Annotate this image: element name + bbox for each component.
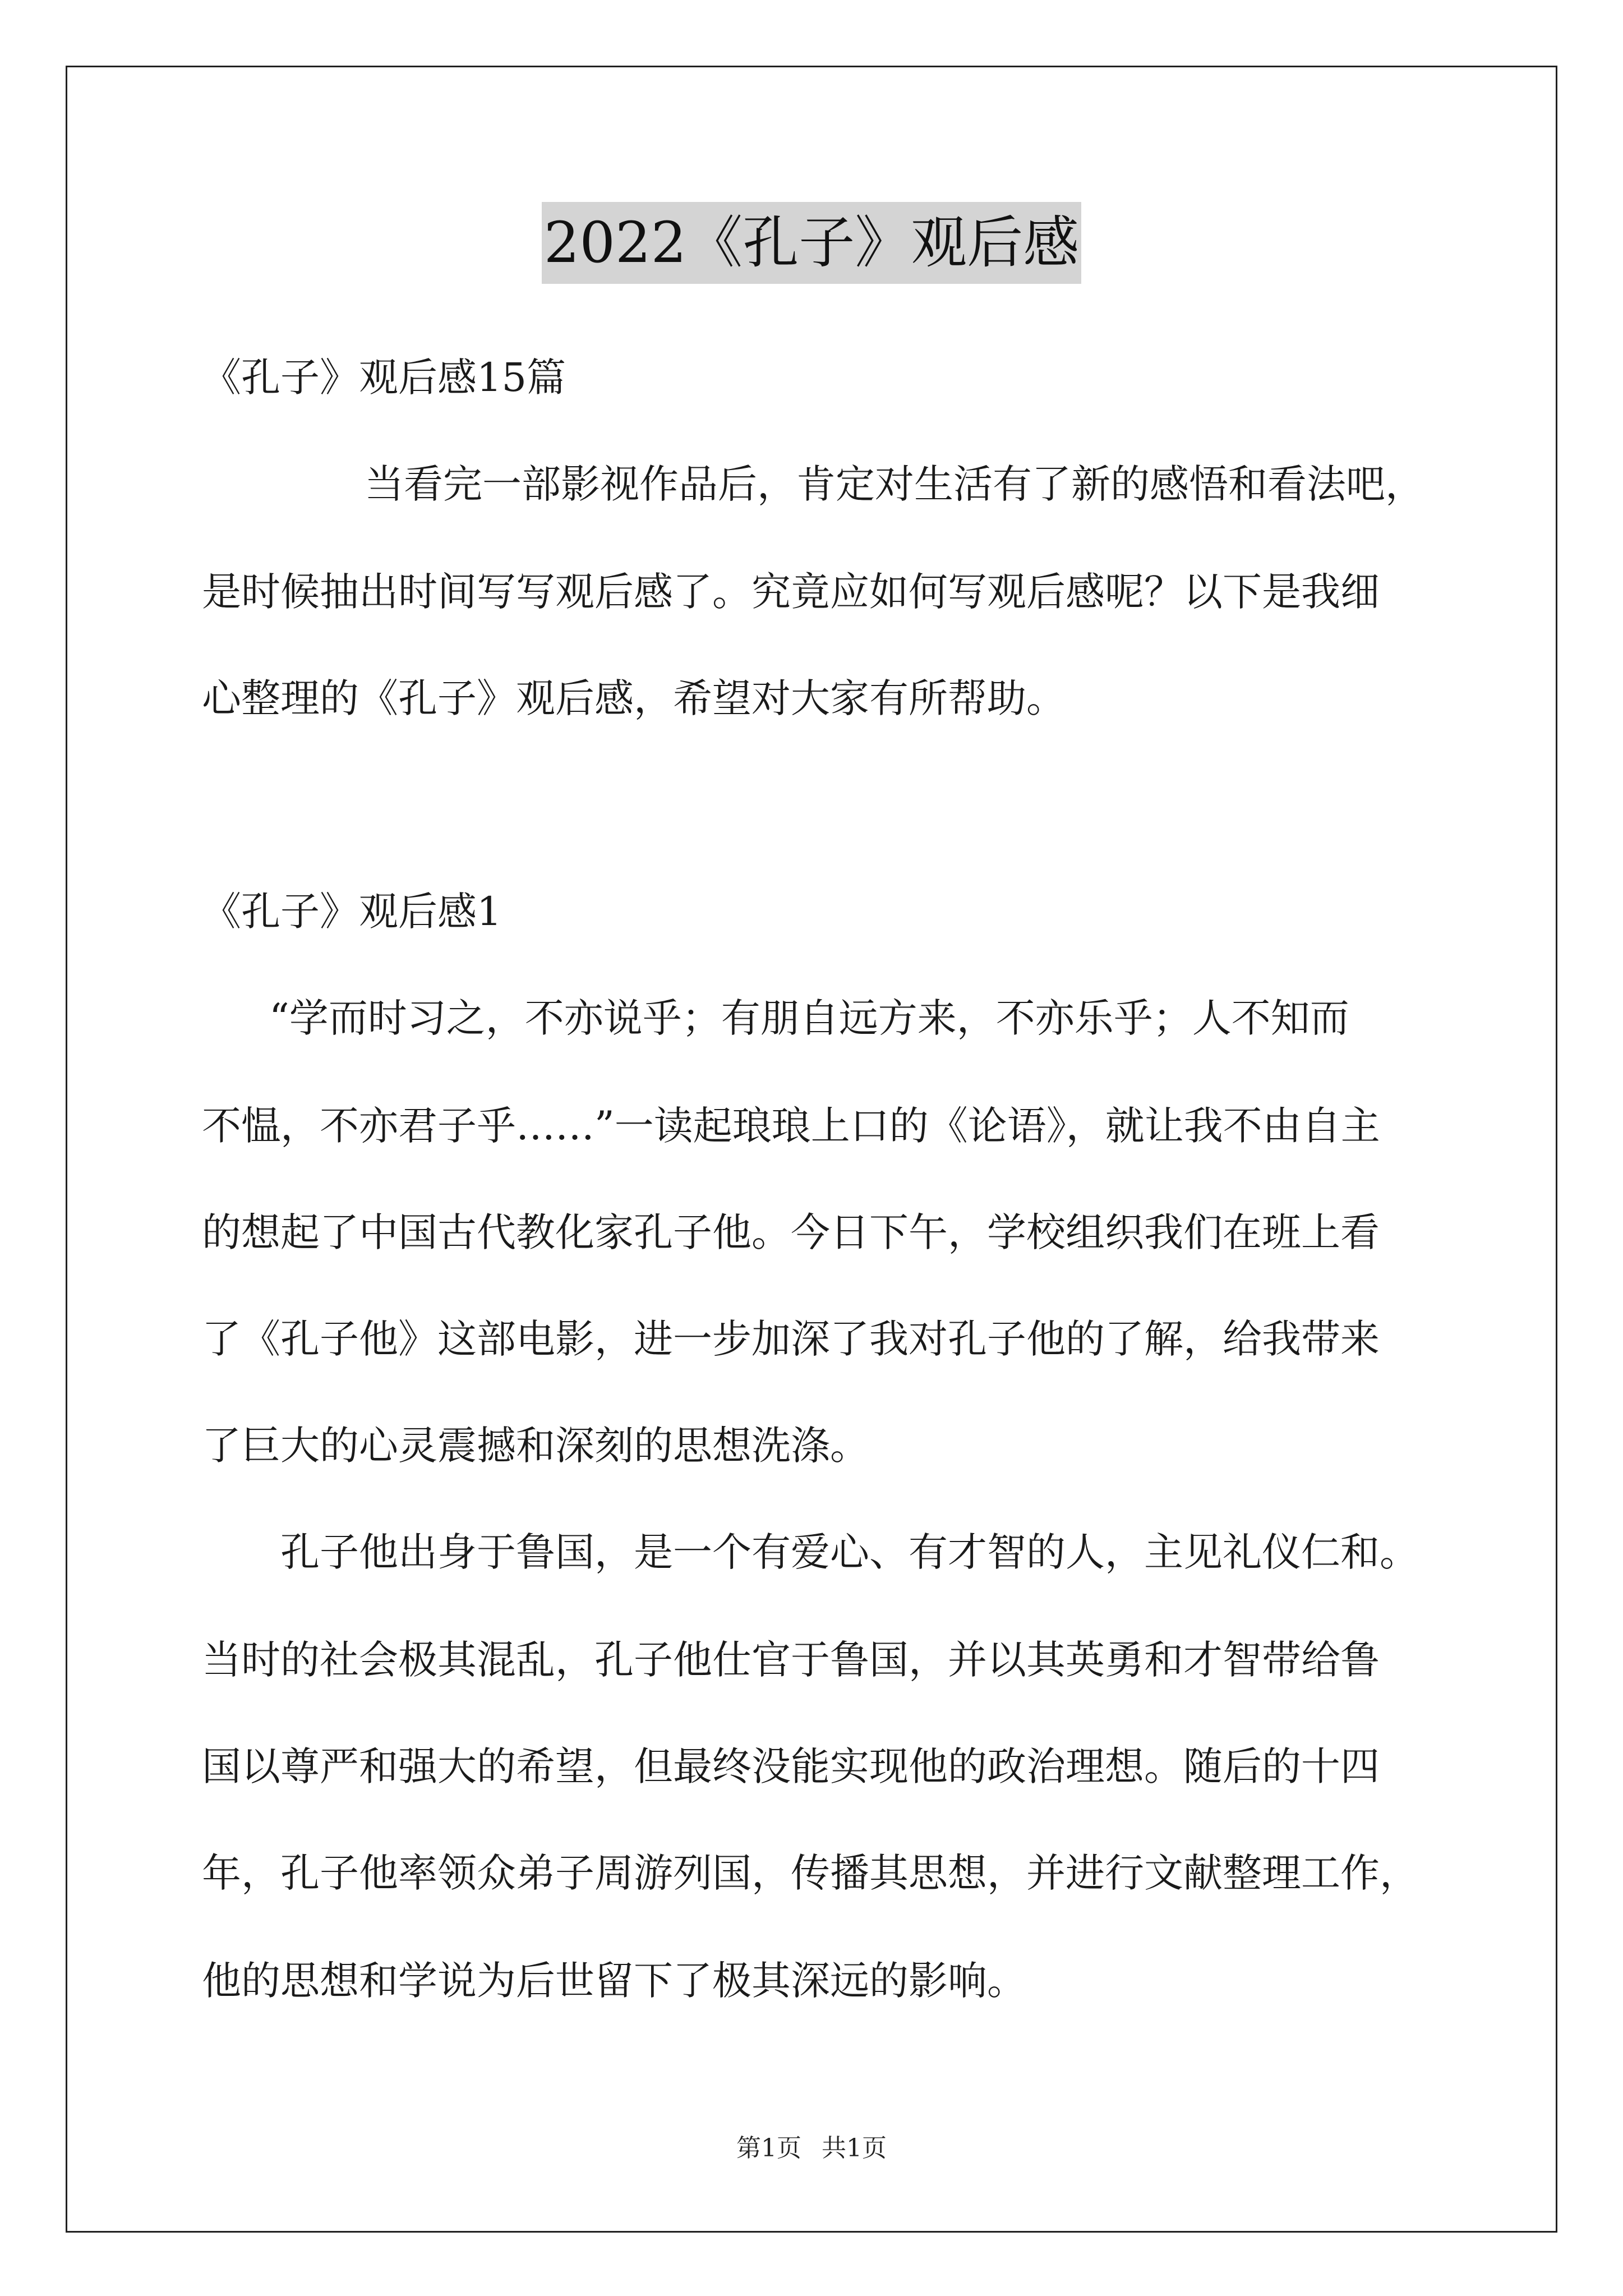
page-footer <box>0 2132 1623 2165</box>
paragraph-line: 年，孔子他率领众弟子周游列国，传播其思想，并进行文献整理工作， <box>202 1850 1419 1896</box>
section-heading: 《孔子》观后感1 <box>202 889 502 935</box>
paragraph-line: 当时的社会极其混乱，孔子他仕官于鲁国，并以其英勇和才智带给鲁 <box>202 1637 1380 1683</box>
paragraph-line: 不愠，不亦君子乎……”一读起琅琅上口的《论语》，就让我不由自主 <box>202 1103 1380 1149</box>
intro-line: 是时候抽出时间写写观后感了。究竟应如何写观后感呢？以下是我细 <box>202 569 1380 615</box>
paragraph-line: 孔子他出身于鲁国，是一个有爱心、有才智的人，主见礼仪仁和。 <box>280 1529 1419 1575</box>
paragraph-line: 了巨大的心灵震撼和深刻的思想洗涤。 <box>202 1423 869 1469</box>
paragraph-line: 国以尊严和强大的希望，但最终没能实现他的政治理想。随后的十四 <box>202 1743 1380 1789</box>
subtitle: 《孔子》观后感15篇 <box>202 355 566 401</box>
paragraph-line: “学而时习之，不亦说乎；有朋自远方来，不亦乐乎；人不知而 <box>269 995 1349 1041</box>
page-number: 第1页 <box>736 2134 801 2162</box>
document-title: 2022《孔子》观后感 <box>542 202 1082 284</box>
page-total: 共1页 <box>822 2134 887 2162</box>
intro-line: 心整理的《孔子》观后感，希望对大家有所帮助。 <box>202 675 1066 721</box>
intro-line: 当看完一部影视作品后，肯定对生活有了新的感悟和看法吧， <box>365 461 1424 507</box>
title-container <box>0 202 1623 284</box>
paragraph-line: 的想起了中国古代教化家孔子他。今日下午，学校组织我们在班上看 <box>202 1209 1380 1255</box>
paragraph-line: 他的思想和学说为后世留下了极其深远的影响。 <box>202 1958 1026 2004</box>
paragraph-line: 了《孔子他》这部电影，进一步加深了我对孔子他的了解，给我带来 <box>202 1316 1380 1362</box>
